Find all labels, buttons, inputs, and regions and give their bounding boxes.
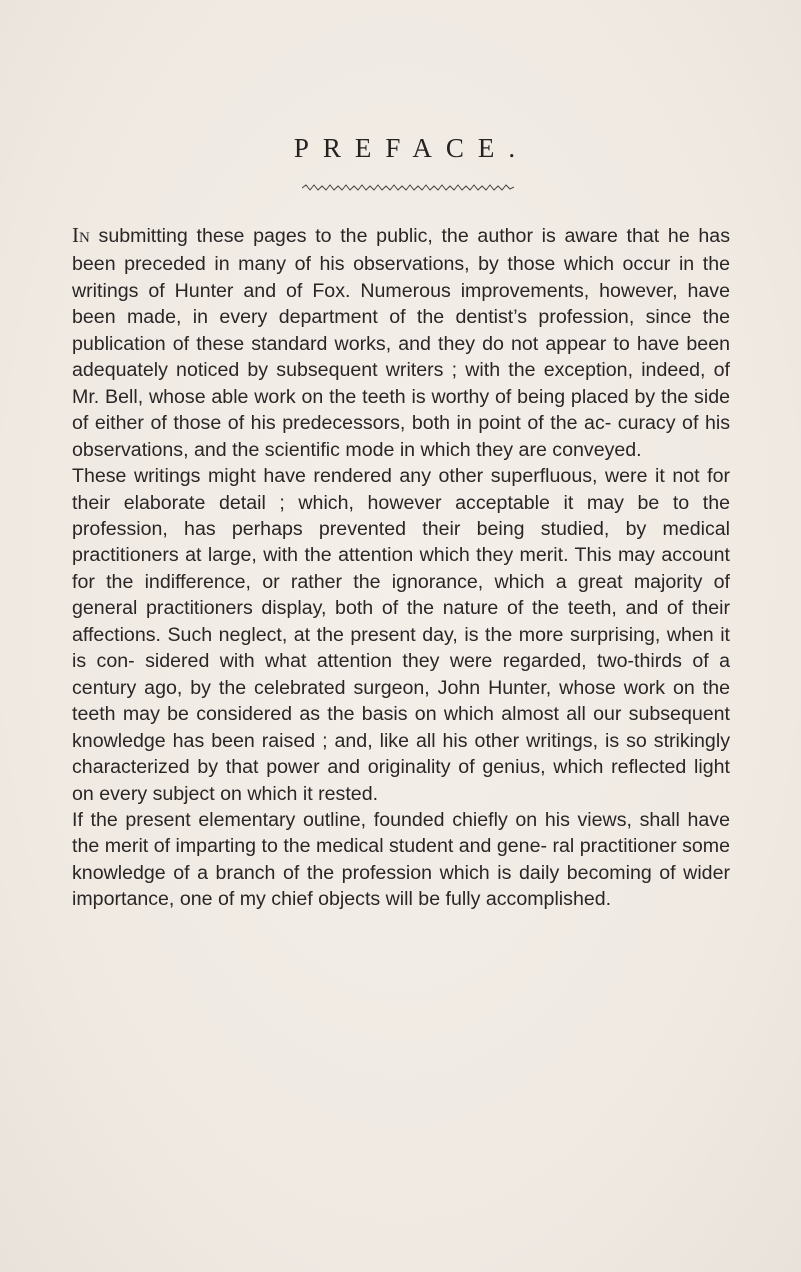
initial-letter: I (72, 223, 79, 247)
paragraph-1-text: submitting these pages to the public, the author is aware that he has been preceded in many of his observations, by those which occur in the writings of Hunter and of Fox. Numerous improvements, however, have been made, in every department of the dentist’s profession, since the publication of these standard works, and they do not appear to have been adequately noticed by subsequent writers ; with the exception, indeed, of Mr. Bell, whose able work on the teeth is worthy of being placed by the side of either of those of his predecessors, both in point of the ac- curacy of his observations, and the scientific mode in which they are conveyed. (72, 225, 730, 461)
paragraph-3: If the present elementary outline, founded chiefly on his views, shall have the merit of imparting to the medical student and gene- ral practitioner some knowledge of a branch of the profession which is daily becoming of wider importance, one of my chief objects will be fully accomplished. (72, 808, 730, 911)
initial-small-caps: N (79, 230, 90, 246)
page-title: PREFACE. (293, 133, 530, 163)
paragraph-2: These writings might have rendered any other superfluous, were it not for their elaborate detail ; which, however acceptable it may be to the profession, has perhaps prevented their being studied, by medical practitioners at large, with the attention which they merit. This may account for the indifference, or rather the ignorance, which a great majority of general practitioners display, both of the nature of the teeth, and of their affections. Such neglect, at the present day, is the more surprising, when it is con- sidered with what attention they were regarded, two-thirds of a century ago, by the celebrated surgeon, John Hunter, whose work on the teeth may be considered as the basis on which almost all our subsequent knowledge has been raised ; and, like all his other writings, is so strikingly characterized by that power and originality of genius, which reflected light on every subject on which it rested. (72, 465, 730, 805)
preface-body (72, 222, 730, 913)
paragraph-1 (72, 222, 730, 463)
wavy-rule-ornament (302, 182, 514, 194)
